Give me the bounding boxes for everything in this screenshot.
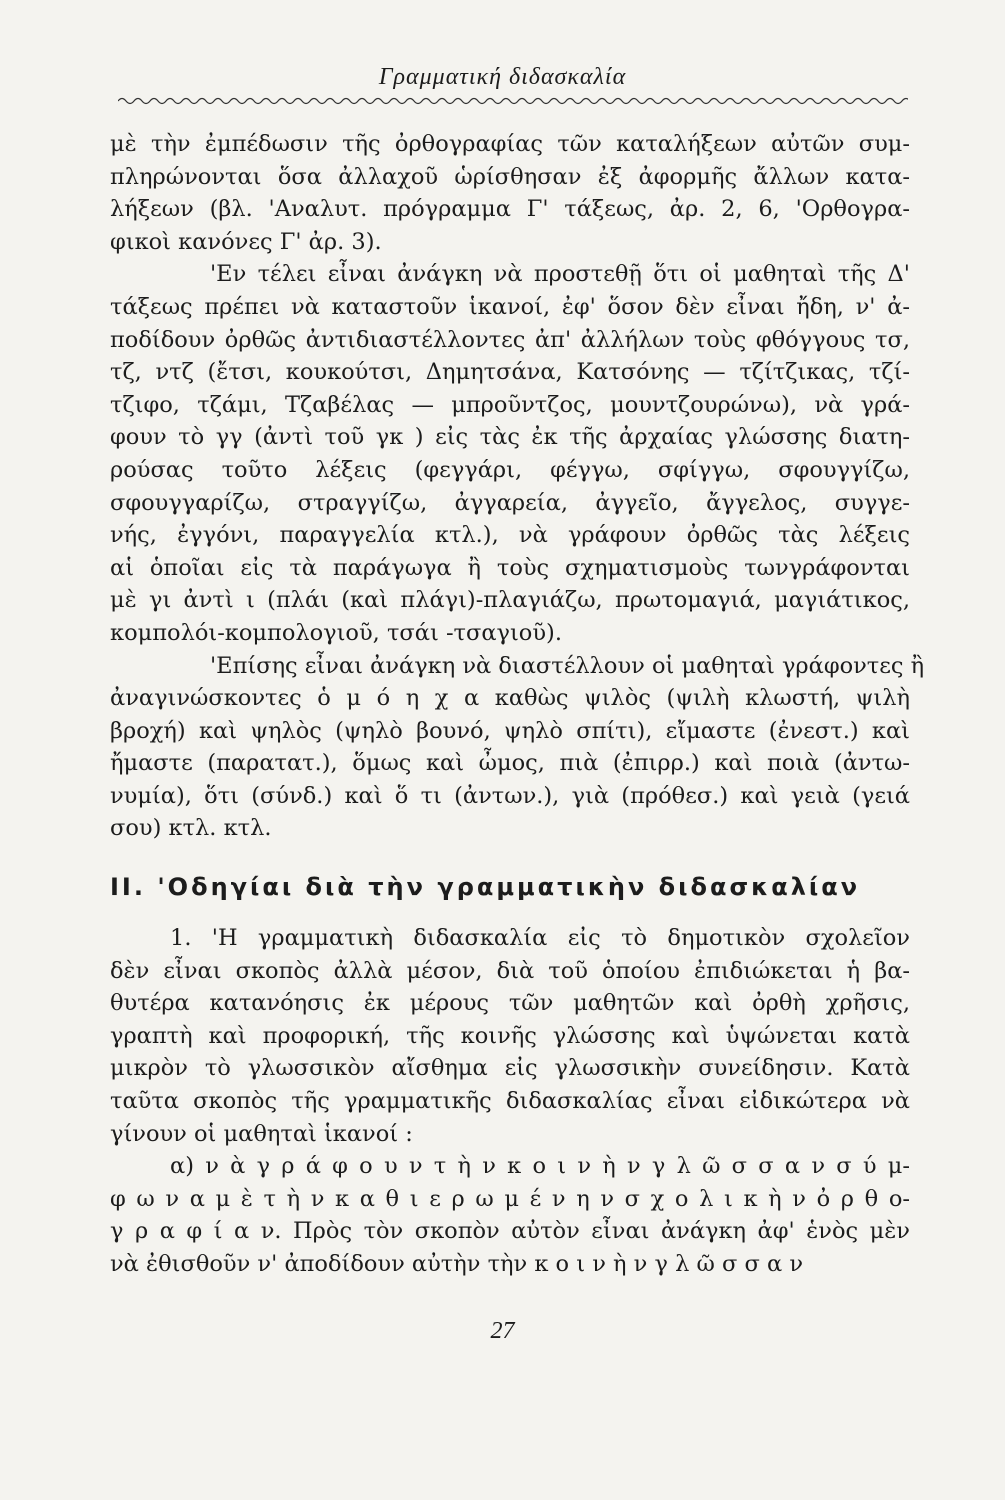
text-line: σφουγγαρίζω, στραγγίζω, ἀγγαρεία, ἀγγεῖο, ἄγγελος, συγγε-	[110, 489, 910, 516]
text-line: σου) κτλ. κτλ.	[110, 815, 272, 842]
text-line: μὲ τὴν ἐμπέδωσιν τῆς ὀρθογραφίας τῶν καταλήξεων αὐτῶν συμ-	[110, 131, 910, 157]
text-line: πληρώνονται ὅσα ἀλλαχοῦ ὡρίσθησαν ἐξ ἀφορμῆς ἄλλων κατα-	[110, 163, 910, 190]
text-line: ἀναγινώσκοντες ὁ μ ό η χ α καθὼς ψιλὸς (ψιλὴ κλωστή, ψιλὴ	[110, 685, 910, 712]
running-header: Γραμματική διδασκαλία	[378, 64, 627, 90]
text-line: γραπτὴ καὶ προφορική, τῆς κοινῆς γλώσσης καὶ ὑψώνεται κατὰ	[110, 1022, 910, 1049]
paragraph-1	[110, 128, 910, 258]
text-line: μὲ γι ἀντὶ ι (πλάι (καὶ πλάγι)-πλαγιάζω, πρωτομαγιά, μαγιάτικος,	[110, 587, 910, 614]
text-line: 'Επίσης εἶναι ἀνάγκη νὰ διαστέλλουν οἱ μαθηταὶ γράφοντες ἢ	[210, 652, 925, 679]
text-line: βροχή) καὶ ψηλὸς (ψηλὸ βουνό, ψηλὸ σπίτι), εἴμαστε (ἐνεστ.) καὶ	[110, 717, 910, 744]
wavy-rule-divider	[118, 94, 908, 108]
text-line: 1. 'Η γραμματικὴ διδασκαλία εἰς τὸ δημοτικὸν σχολεῖον	[170, 925, 910, 951]
text-line: φ ω ν α μ ὲ τ ὴ ν κ α θ ι ε ρ ω μ έ ν η ν σ χ ο λ ι κ ὴ ν ὀ ρ θ ο-	[110, 1185, 910, 1212]
text-line: ποδίδουν ὀρθῶς ἀντιδιαστέλλοντες ἀπ' ἀλλήλων τοὺς φθόγγους τσ,	[110, 326, 910, 353]
paragraph-2	[110, 258, 910, 649]
text-line: 'Εν τέλει εἶναι ἀνάγκη νὰ προστεθῇ ὅτι οἱ μαθηταὶ τῆς Δ'	[210, 261, 910, 288]
paragraph-4	[110, 922, 910, 1150]
text-line: τάξεως πρέπει νὰ καταστοῦν ἱκανοί, ἐφ' ὅσον δὲν εἶναι ἤδη, ν' ἀ-	[110, 293, 910, 320]
text-line: γίνουν οἱ μαθηταὶ ἱκανοί :	[110, 1120, 413, 1147]
text-line: γ ρ α φ ί α ν. Πρὸς τὸν σκοπὸν αὐτὸν εἶναι ἀνάγκη ἀφ' ἑνὸς μὲν	[110, 1218, 910, 1245]
text-line: ἤμαστε (παρατατ.), ὅμως καὶ ὦμος, πιὰ (ἐπιρρ.) καὶ ποιὰ (ἀντω-	[110, 750, 910, 777]
text-line: νυμία), ὅτι (σύνδ.) καὶ ὅ τι (ἀντων.), γιὰ (πρόθεσ.) καὶ γειὰ (γειά	[110, 782, 910, 809]
paragraph-3	[110, 650, 925, 846]
text-line: θυτέρα κατανόησις ἐκ μέρους τῶν μαθητῶν καὶ ὀρθὴ χρῆσις,	[110, 990, 910, 1017]
text-line: νής, ἐγγόνι, παραγγελία κτλ.), νὰ γράφουν ὀρθῶς τὰς λέξεις	[110, 522, 910, 549]
paragraph-5	[110, 1150, 910, 1280]
text-line: λήξεων (βλ. 'Αναλυτ. πρόγραμμα Γ' τάξεως, ἀρ. 2, 6, 'Ορθογρα-	[110, 196, 910, 223]
page-number: 27	[490, 1318, 515, 1344]
text-line: κομπολόι-κομπολογιοῦ, τσάι -τσαγιοῦ).	[110, 619, 562, 646]
text-line: δὲν εἶναι σκοπὸς ἀλλὰ μέσον, διὰ τοῦ ὁποίου ἐπιδιώκεται ἡ βα-	[110, 957, 910, 984]
text-line: τζιφο, τζάμι, Τζαβέλας — μπροῦντζος, μουντζουρώνω), νὰ γρά-	[110, 391, 910, 418]
text-line: νὰ ἐθισθοῦν ν' ἀποδίδουν αὐτὴν τὴν κ ο ι ν ὴ ν γ λ ῶ σ σ α ν	[110, 1250, 804, 1277]
text-line: φουν τὸ γγ (ἀντὶ τοῦ γκ ) εἰς τὰς ἐκ τῆς ἀρχαίας γλώσσης διατη-	[110, 424, 910, 451]
text-line: ρούσας τοῦτο λέξεις (φεγγάρι, φέγγω, σφίγγω, σφουγγίζω,	[110, 456, 910, 483]
text-line: φικοὶ κανόνες Γ' ἀρ. 3).	[110, 228, 382, 255]
section-heading: ΙΙ. 'Οδηγίαι διὰ τὴν γραμματικὴν διδασκαλίαν	[110, 873, 861, 901]
body-text-upper	[110, 128, 925, 845]
text-line: α) ν ὰ γ ρ ά φ ο υ ν τ ὴ ν κ ο ι ν ὴ ν γ λ ῶ σ σ α ν σ ύ μ-	[170, 1153, 910, 1180]
text-line: μικρὸν τὸ γλωσσικὸν αἴσθημα εἰς γλωσσικὴν συνείδησιν. Κατὰ	[110, 1055, 910, 1082]
text-line: αἱ ὁποῖαι εἰς τὰ παράγωγα ἢ τοὺς σχηματισμοὺς τωνγράφονται	[110, 554, 910, 581]
text-line: ταῦτα σκοπὸς τῆς γραμματικῆς διδασκαλίας εἶναι εἰδικώτερα νὰ	[110, 1087, 910, 1114]
text-line: τζ, ντζ (ἔτσι, κουκούτσι, Δημητσάνα, Κατσόνης — τζίτζικας, τζί-	[110, 359, 910, 386]
body-text-lower	[110, 922, 910, 1281]
